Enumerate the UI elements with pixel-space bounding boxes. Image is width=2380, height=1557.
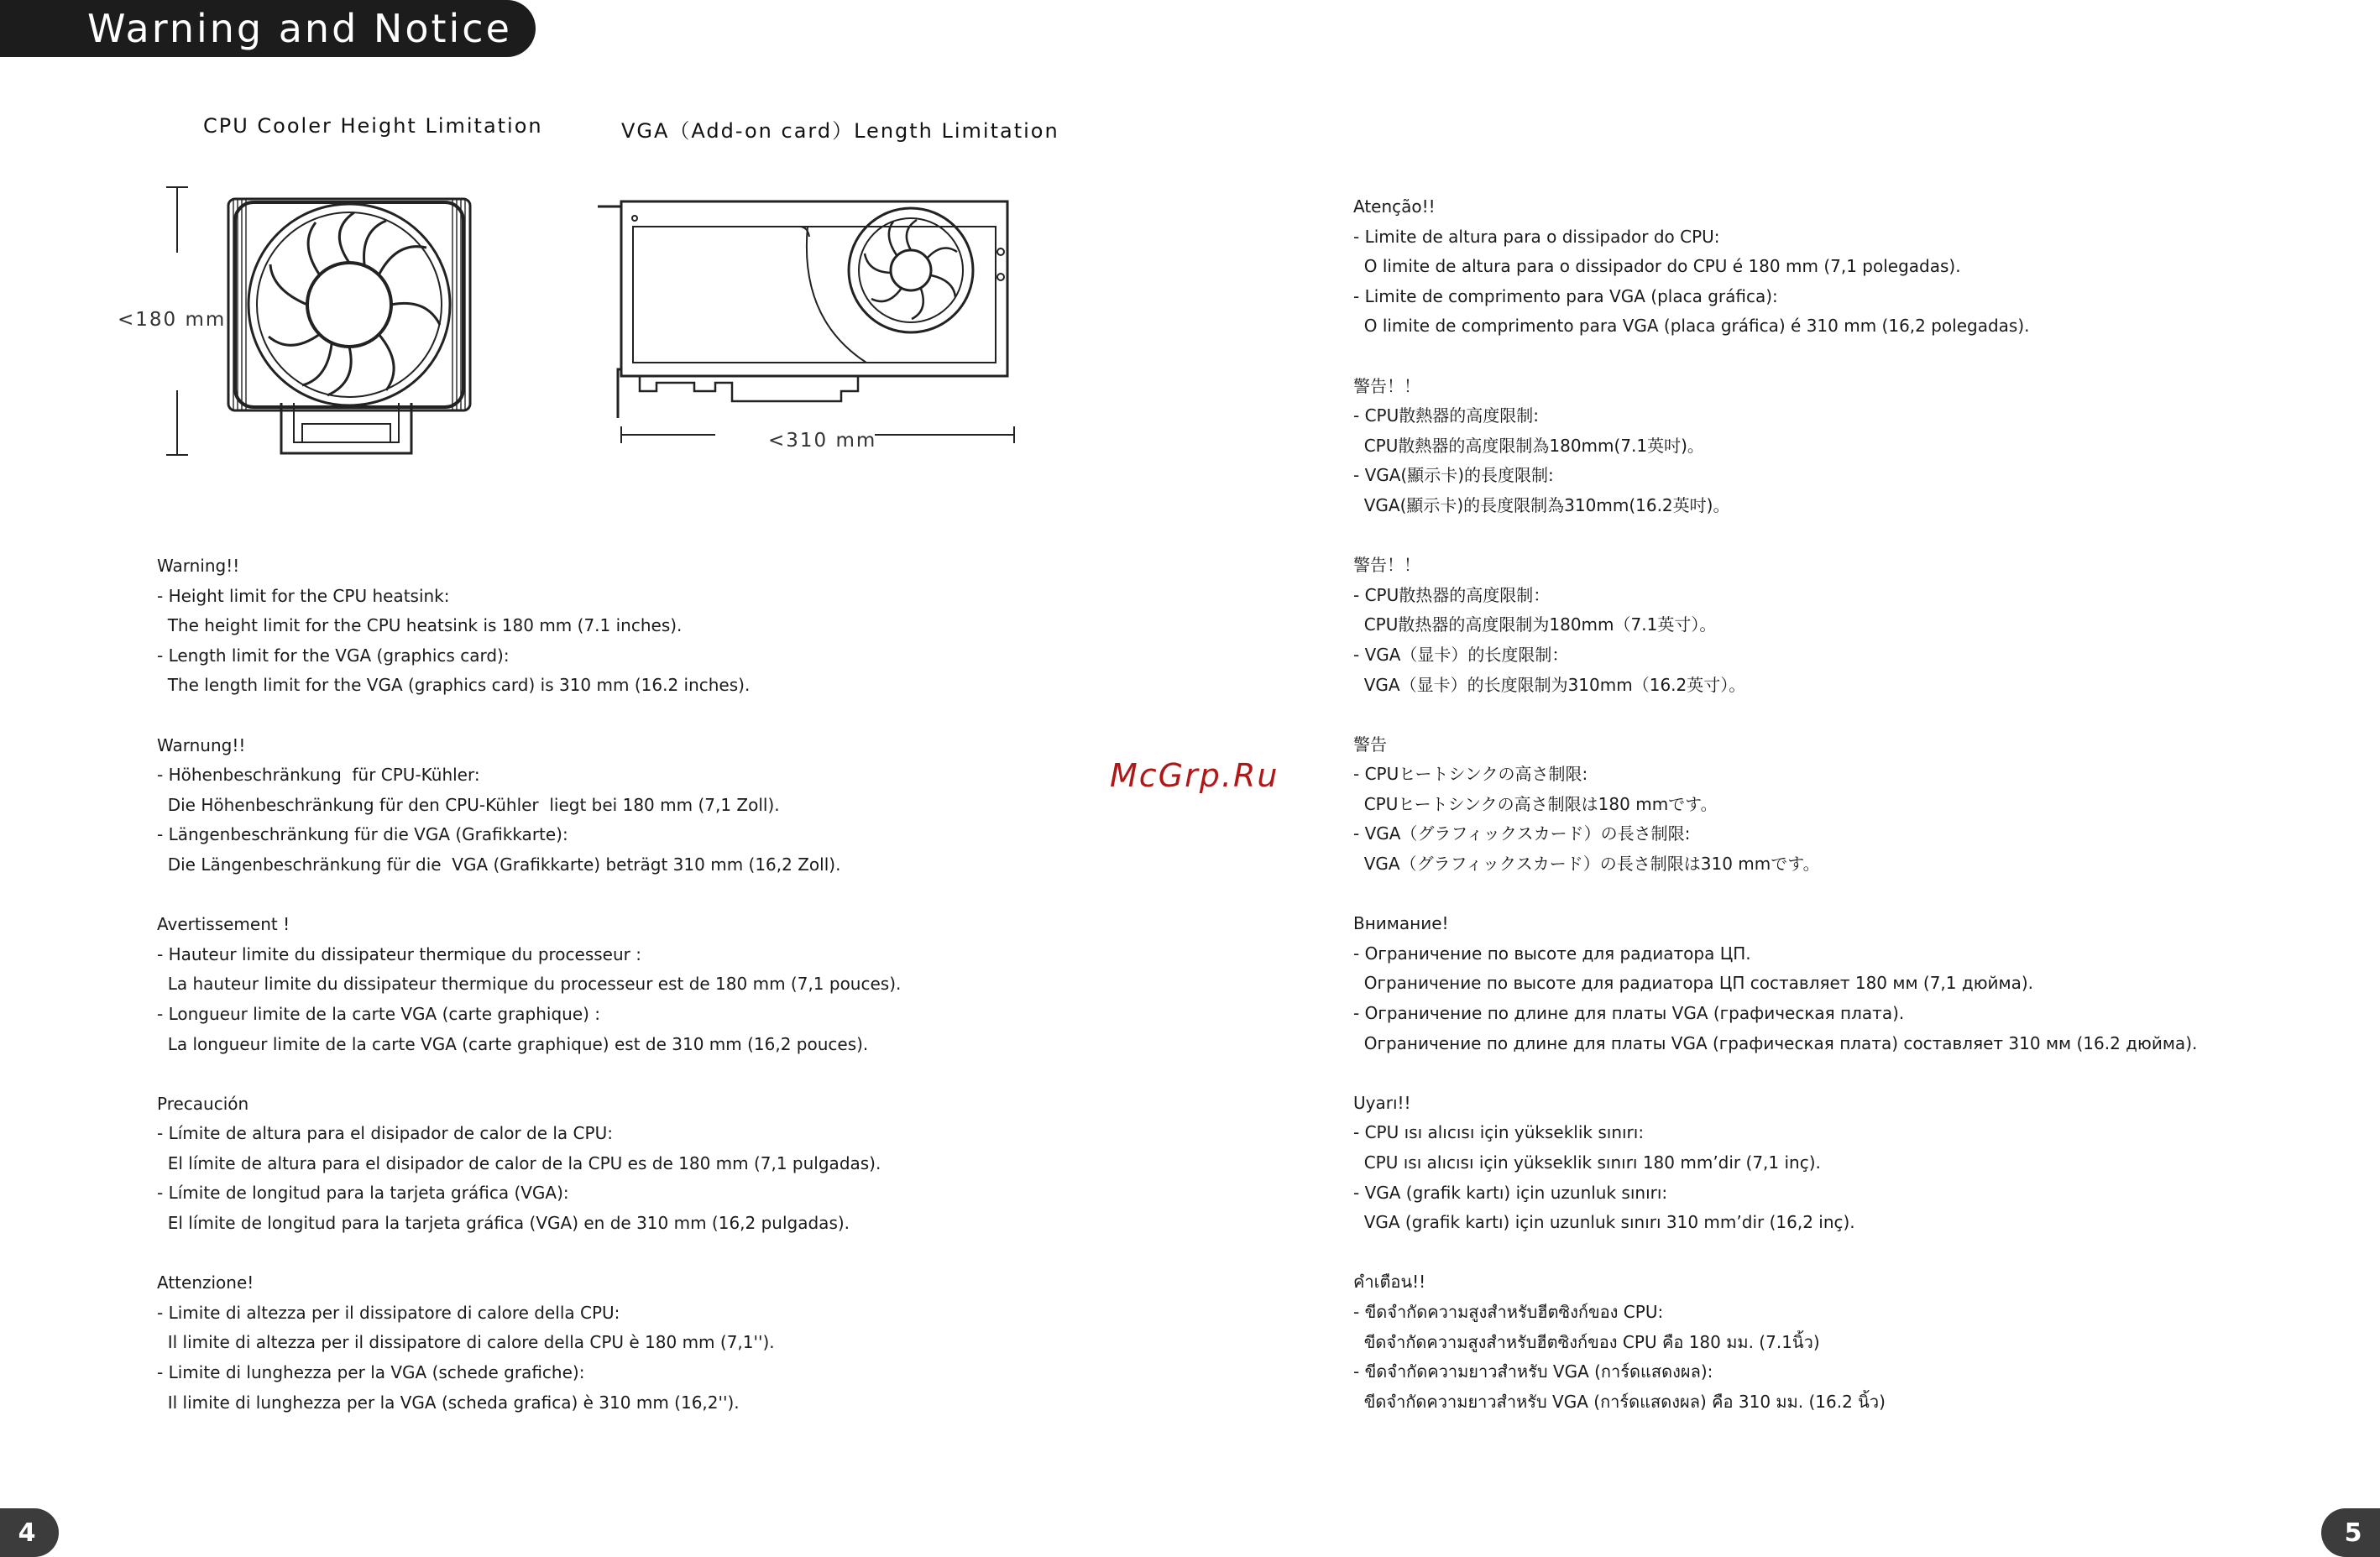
warning-section-es xyxy=(157,1089,901,1239)
section-heading: 警告！！ xyxy=(1353,555,1420,576)
section-line: - Limite de comprimento para VGA (placa gráfica): xyxy=(1353,285,1778,306)
section-line: VGA (grafik kartı) için uzunluk sınırı 310 mm’dir (16,2 inç). xyxy=(1353,1212,1855,1233)
vga-figure-caption: VGA（Add-on card）Length Limitation xyxy=(621,119,1059,143)
section-line: - Höhenbeschränkung für CPU-Kühler: xyxy=(157,765,480,786)
section-line: Die Höhenbeschränkung für den CPU-Kühler liegt bei 180 mm (7,1 Zoll). xyxy=(157,794,780,815)
cpu-height-dimension: <180 mm xyxy=(118,309,227,331)
section-line: ขีดจำกัดความยาวสำหรับ VGA (การ์ดแสดงผล) คือ 310 มม. (16.2 นิ้ว) xyxy=(1353,1391,1886,1412)
section-line: El límite de altura para el disipador de calor de la CPU es de 180 mm (7,1 pulgadas). xyxy=(157,1152,881,1173)
vga-card-illustration xyxy=(598,193,1026,453)
section-line: Il limite di altezza per il dissipatore di calore della CPU è 180 mm (7,1''). xyxy=(157,1332,775,1353)
section-line: - CPU散熱器的高度限制: xyxy=(1353,405,1539,426)
section-heading: Precaución xyxy=(157,1093,249,1114)
watermark: McGrp.Ru xyxy=(1110,757,1279,794)
page-title-text: Warning and Notice xyxy=(87,6,512,51)
section-line: Die Längenbeschränkung für die VGA (Grafikkarte) beträgt 310 mm (16,2 Zoll). xyxy=(157,854,841,875)
section-line: CPU散熱器的高度限制為180mm(7.1英吋)。 xyxy=(1353,435,1704,456)
section-line: - Ограничение по высоте для радиатора ЦП. xyxy=(1353,943,1751,964)
warning-section-th xyxy=(1353,1267,2197,1417)
section-line: - Longueur limite de la carte VGA (carte graphique) : xyxy=(157,1003,601,1024)
section-line: VGA(顯示卡)的長度限制為310mm(16.2英吋)。 xyxy=(1353,494,1730,515)
section-heading: 警告 xyxy=(1353,734,1387,755)
section-heading: คำเตือน!! xyxy=(1353,1272,1426,1293)
section-heading: Warnung!! xyxy=(157,734,246,755)
section-line: - Hauteur limite du dissipateur thermique du processeur : xyxy=(157,943,641,964)
section-heading: Attenzione! xyxy=(157,1272,254,1293)
section-line: Ограничение по длине для платы VGA (графическая плата) составляет 310 мм (16.2 дюйма). xyxy=(1353,1032,2198,1053)
warning-section-fr xyxy=(157,910,901,1059)
right-warning-column xyxy=(1353,192,2197,1447)
warning-section-en xyxy=(157,551,901,701)
page-number-right: 5 xyxy=(2321,1508,2380,1557)
section-line: - Limite de altura para o dissipador do CPU: xyxy=(1353,226,1720,247)
warning-section-de xyxy=(157,731,901,880)
section-line: - Limite di lunghezza per la VGA (schede grafiche): xyxy=(157,1362,585,1383)
section-line: - VGA（显卡）的长度限制： xyxy=(1353,644,1569,665)
section-line: - CPUヒートシンクの高さ制限: xyxy=(1353,764,1588,785)
section-line: CPU ısı alıcısı için yükseklik sınırı 180 mm’dir (7,1 inç). xyxy=(1353,1152,1821,1173)
warning-section-zh-tw xyxy=(1353,372,2197,521)
section-line: - VGA (grafik kartı) için uzunluk sınırı: xyxy=(1353,1182,1668,1203)
section-line: - Limite di altezza per il dissipatore di calore della CPU: xyxy=(157,1302,620,1323)
page-title xyxy=(0,0,536,57)
section-line: CPUヒートシンクの高さ制限は180 mmです。 xyxy=(1353,793,1718,814)
section-line: - ขีดจำกัดความยาวสำหรับ VGA (การ์ดแสดงผล): xyxy=(1353,1361,1713,1382)
cpu-figure-caption: CPU Cooler Height Limitation xyxy=(203,114,543,138)
section-line: VGA（グラフィックスカード）の長さ制限は310 mmです。 xyxy=(1353,854,1820,875)
section-line: Ограничение по высоте для радиатора ЦП составляет 180 мм (7,1 дюйма). xyxy=(1353,973,2034,994)
section-line: - CPU散热器的高度限制： xyxy=(1353,584,1551,605)
section-line: The length limit for the VGA (graphics card) is 310 mm (16.2 inches). xyxy=(157,675,751,696)
section-heading: Warning!! xyxy=(157,556,240,576)
warning-section-zh-cn xyxy=(1353,551,2197,700)
section-line: ขีดจำกัดความสูงสำหรับฮีตซิงก์ของ CPU คือ 180 มม. (7.1นิ้ว) xyxy=(1353,1331,1820,1352)
section-line: El límite de longitud para la tarjeta gráfica (VGA) en de 310 mm (16,2 pulgadas). xyxy=(157,1213,850,1234)
warning-section-it xyxy=(157,1268,901,1418)
warning-section-pt xyxy=(1353,192,2197,342)
page-number-left: 4 xyxy=(0,1508,59,1557)
section-heading: Avertissement ! xyxy=(157,914,290,935)
section-line: La longueur limite de la carte VGA (carte graphique) est de 310 mm (16,2 pouces). xyxy=(157,1033,869,1054)
section-heading: Atenção!! xyxy=(1353,196,1436,217)
section-line: - Límite de longitud para la tarjeta gráfica (VGA): xyxy=(157,1183,569,1204)
section-heading: Uyarı!! xyxy=(1353,1092,1411,1113)
section-line: CPU散热器的高度限制为180mm（7.1英寸）。 xyxy=(1353,614,1717,635)
vga-length-dimension: <310 mm xyxy=(768,430,877,452)
section-heading: Внимание! xyxy=(1353,913,1449,934)
warning-section-ru xyxy=(1353,909,2197,1058)
section-line: - Límite de altura para el disipador de calor de la CPU: xyxy=(157,1123,613,1144)
section-line: VGA（显卡）的长度限制为310mm（16.2英寸）。 xyxy=(1353,674,1746,695)
section-line: La hauteur limite du dissipateur thermique du processeur est de 180 mm (7,1 pouces). xyxy=(157,974,902,995)
section-line: - Längenbeschränkung für die VGA (Grafikkarte): xyxy=(157,824,568,845)
section-line: - ขีดจำกัดความสูงสำหรับฮีตซิงก์ของ CPU: xyxy=(1353,1301,1664,1322)
section-line: Il limite di lunghezza per la VGA (scheda grafica) è 310 mm (16,2''). xyxy=(157,1392,740,1413)
warning-section-tr xyxy=(1353,1089,2197,1238)
section-heading: 警告！！ xyxy=(1353,375,1420,396)
section-line: O limite de comprimento para VGA (placa gráfica) é 310 mm (16,2 polegadas). xyxy=(1353,316,2030,337)
section-line: - CPU ısı alıcısı için yükseklik sınırı: xyxy=(1353,1122,1645,1143)
section-line: - Length limit for the VGA (graphics card): xyxy=(157,645,510,666)
section-line: The height limit for the CPU heatsink is 180 mm (7.1 inches). xyxy=(157,615,683,636)
left-warning-column xyxy=(157,551,901,1448)
section-line: - VGA（グラフィックスカード）の長さ制限: xyxy=(1353,823,1691,844)
section-line: O limite de altura para o dissipador do CPU é 180 mm (7,1 polegadas). xyxy=(1353,256,1961,277)
section-line: - Height limit for the CPU heatsink: xyxy=(157,585,450,606)
section-line: - VGA(顯示卡)的長度限制: xyxy=(1353,465,1554,486)
section-line: - Ограничение по длине для платы VGA (графическая плата). xyxy=(1353,1003,1905,1024)
warning-section-ja xyxy=(1353,730,2197,880)
